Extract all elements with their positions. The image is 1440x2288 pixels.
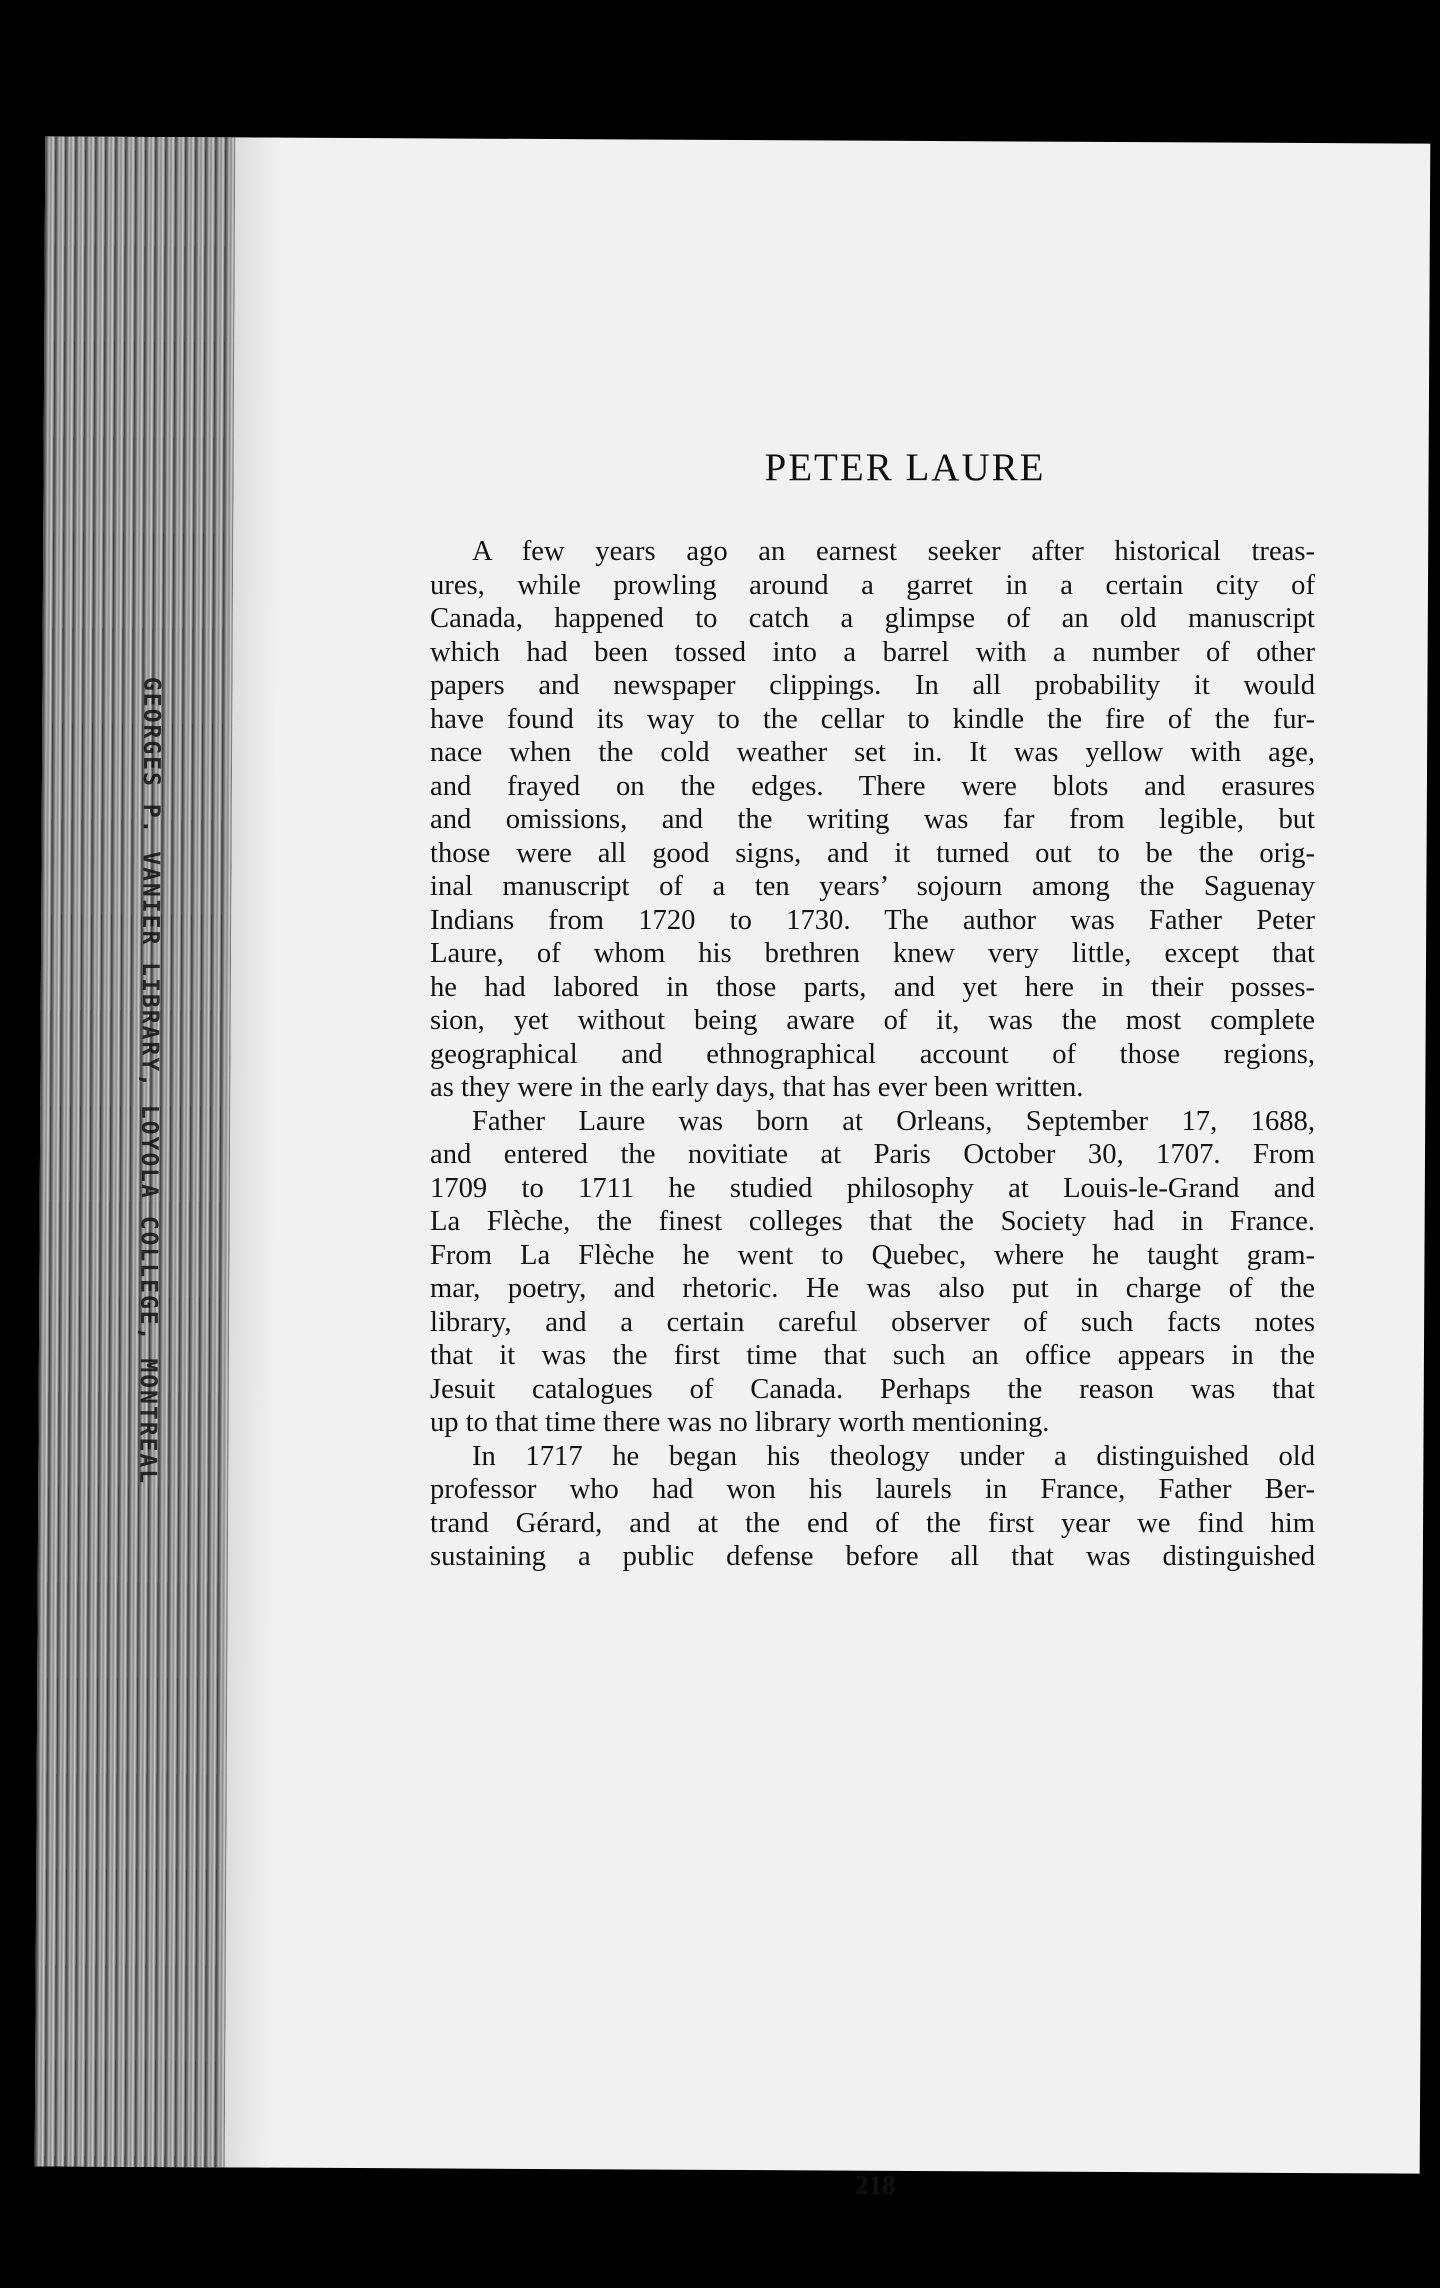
- text-line: as they were in the early days, that has ever been written.: [430, 1072, 1084, 1103]
- body-text: [430, 535, 1315, 1574]
- text-line: up to that time there was no library worth mentioning.: [430, 1407, 1050, 1438]
- text-line: A few years ago an earnest seeker after historical treas-: [472, 536, 1315, 567]
- paragraph: [430, 1105, 1315, 1440]
- library-stamp: GEORGES P. VANIER LIBRARY, LOYOLA COLLEGE, MONTREAL: [134, 676, 165, 1486]
- text-line: inal manuscript of a ten years’ sojourn among the Saguenay: [430, 871, 1315, 902]
- text-line: and entered the novitiate at Paris October 30, 1707. From: [430, 1139, 1315, 1170]
- text-line: geographical and ethnographical account of those regions,: [430, 1038, 1315, 1070]
- text-line: that it was the first time that such an office appears in the: [430, 1340, 1315, 1371]
- text-line: 1709 to 1711 he studied philosophy at Louis-le-Grand and: [430, 1172, 1315, 1204]
- text-line: ures, while prowling around a garret in a certain city of: [430, 569, 1315, 601]
- page-number: 218: [855, 2170, 896, 2200]
- text-line: In 1717 he began his theology under a distinguished old: [472, 1440, 1315, 1472]
- text-line: From La Flèche he went to Quebec, where he taught gram-: [430, 1239, 1315, 1271]
- text-line: have found its way to the cellar to kindle the fire of the fur-: [430, 703, 1315, 735]
- text-line: papers and newspaper clippings. In all probability it would: [430, 670, 1315, 701]
- text-line: mar, poetry, and rhetoric. He was also put in charge of the: [430, 1273, 1315, 1304]
- text-line: and frayed on the edges. There were blots and erasures: [430, 770, 1315, 802]
- text-line: Canada, happened to catch a glimpse of an old manuscript: [430, 603, 1315, 634]
- text-line: trand Gérard, and at the end of the first year we find him: [430, 1507, 1315, 1539]
- text-line: those were all good signs, and it turned out to be the orig-: [430, 837, 1315, 869]
- text-line: library, and a certain careful observer of such facts notes: [430, 1306, 1315, 1338]
- paragraph: [430, 535, 1315, 1105]
- text-line: nace when the cold weather set in. It was yellow with age,: [430, 737, 1315, 768]
- text-line: Jesuit catalogues of Canada. Perhaps the reason was that: [430, 1373, 1315, 1405]
- text-line: Indians from 1720 to 1730. The author was Father Peter: [430, 904, 1315, 936]
- text-line: Laure, of whom his brethren knew very little, except that: [430, 938, 1315, 969]
- text-line: he had labored in those parts, and yet here in their posses-: [430, 971, 1315, 1003]
- text-line: sustaining a public defense before all that was distinguished: [430, 1541, 1315, 1572]
- text-line: sion, yet without being aware of it, was the most complete: [430, 1005, 1315, 1036]
- text-line: professor who had won his laurels in France, Father Ber-: [430, 1474, 1315, 1505]
- page-title: PETER LAURE: [764, 446, 1046, 489]
- text-line: Father Laure was born at Orleans, September 17, 1688,: [472, 1105, 1315, 1137]
- text-line: which had been tossed into a barrel with a number of other: [430, 636, 1315, 668]
- paragraph: [430, 1440, 1315, 1574]
- text-line: and omissions, and the writing was far from legible, but: [430, 804, 1315, 835]
- text-line: La Flèche, the finest colleges that the Society had in France.: [430, 1206, 1315, 1237]
